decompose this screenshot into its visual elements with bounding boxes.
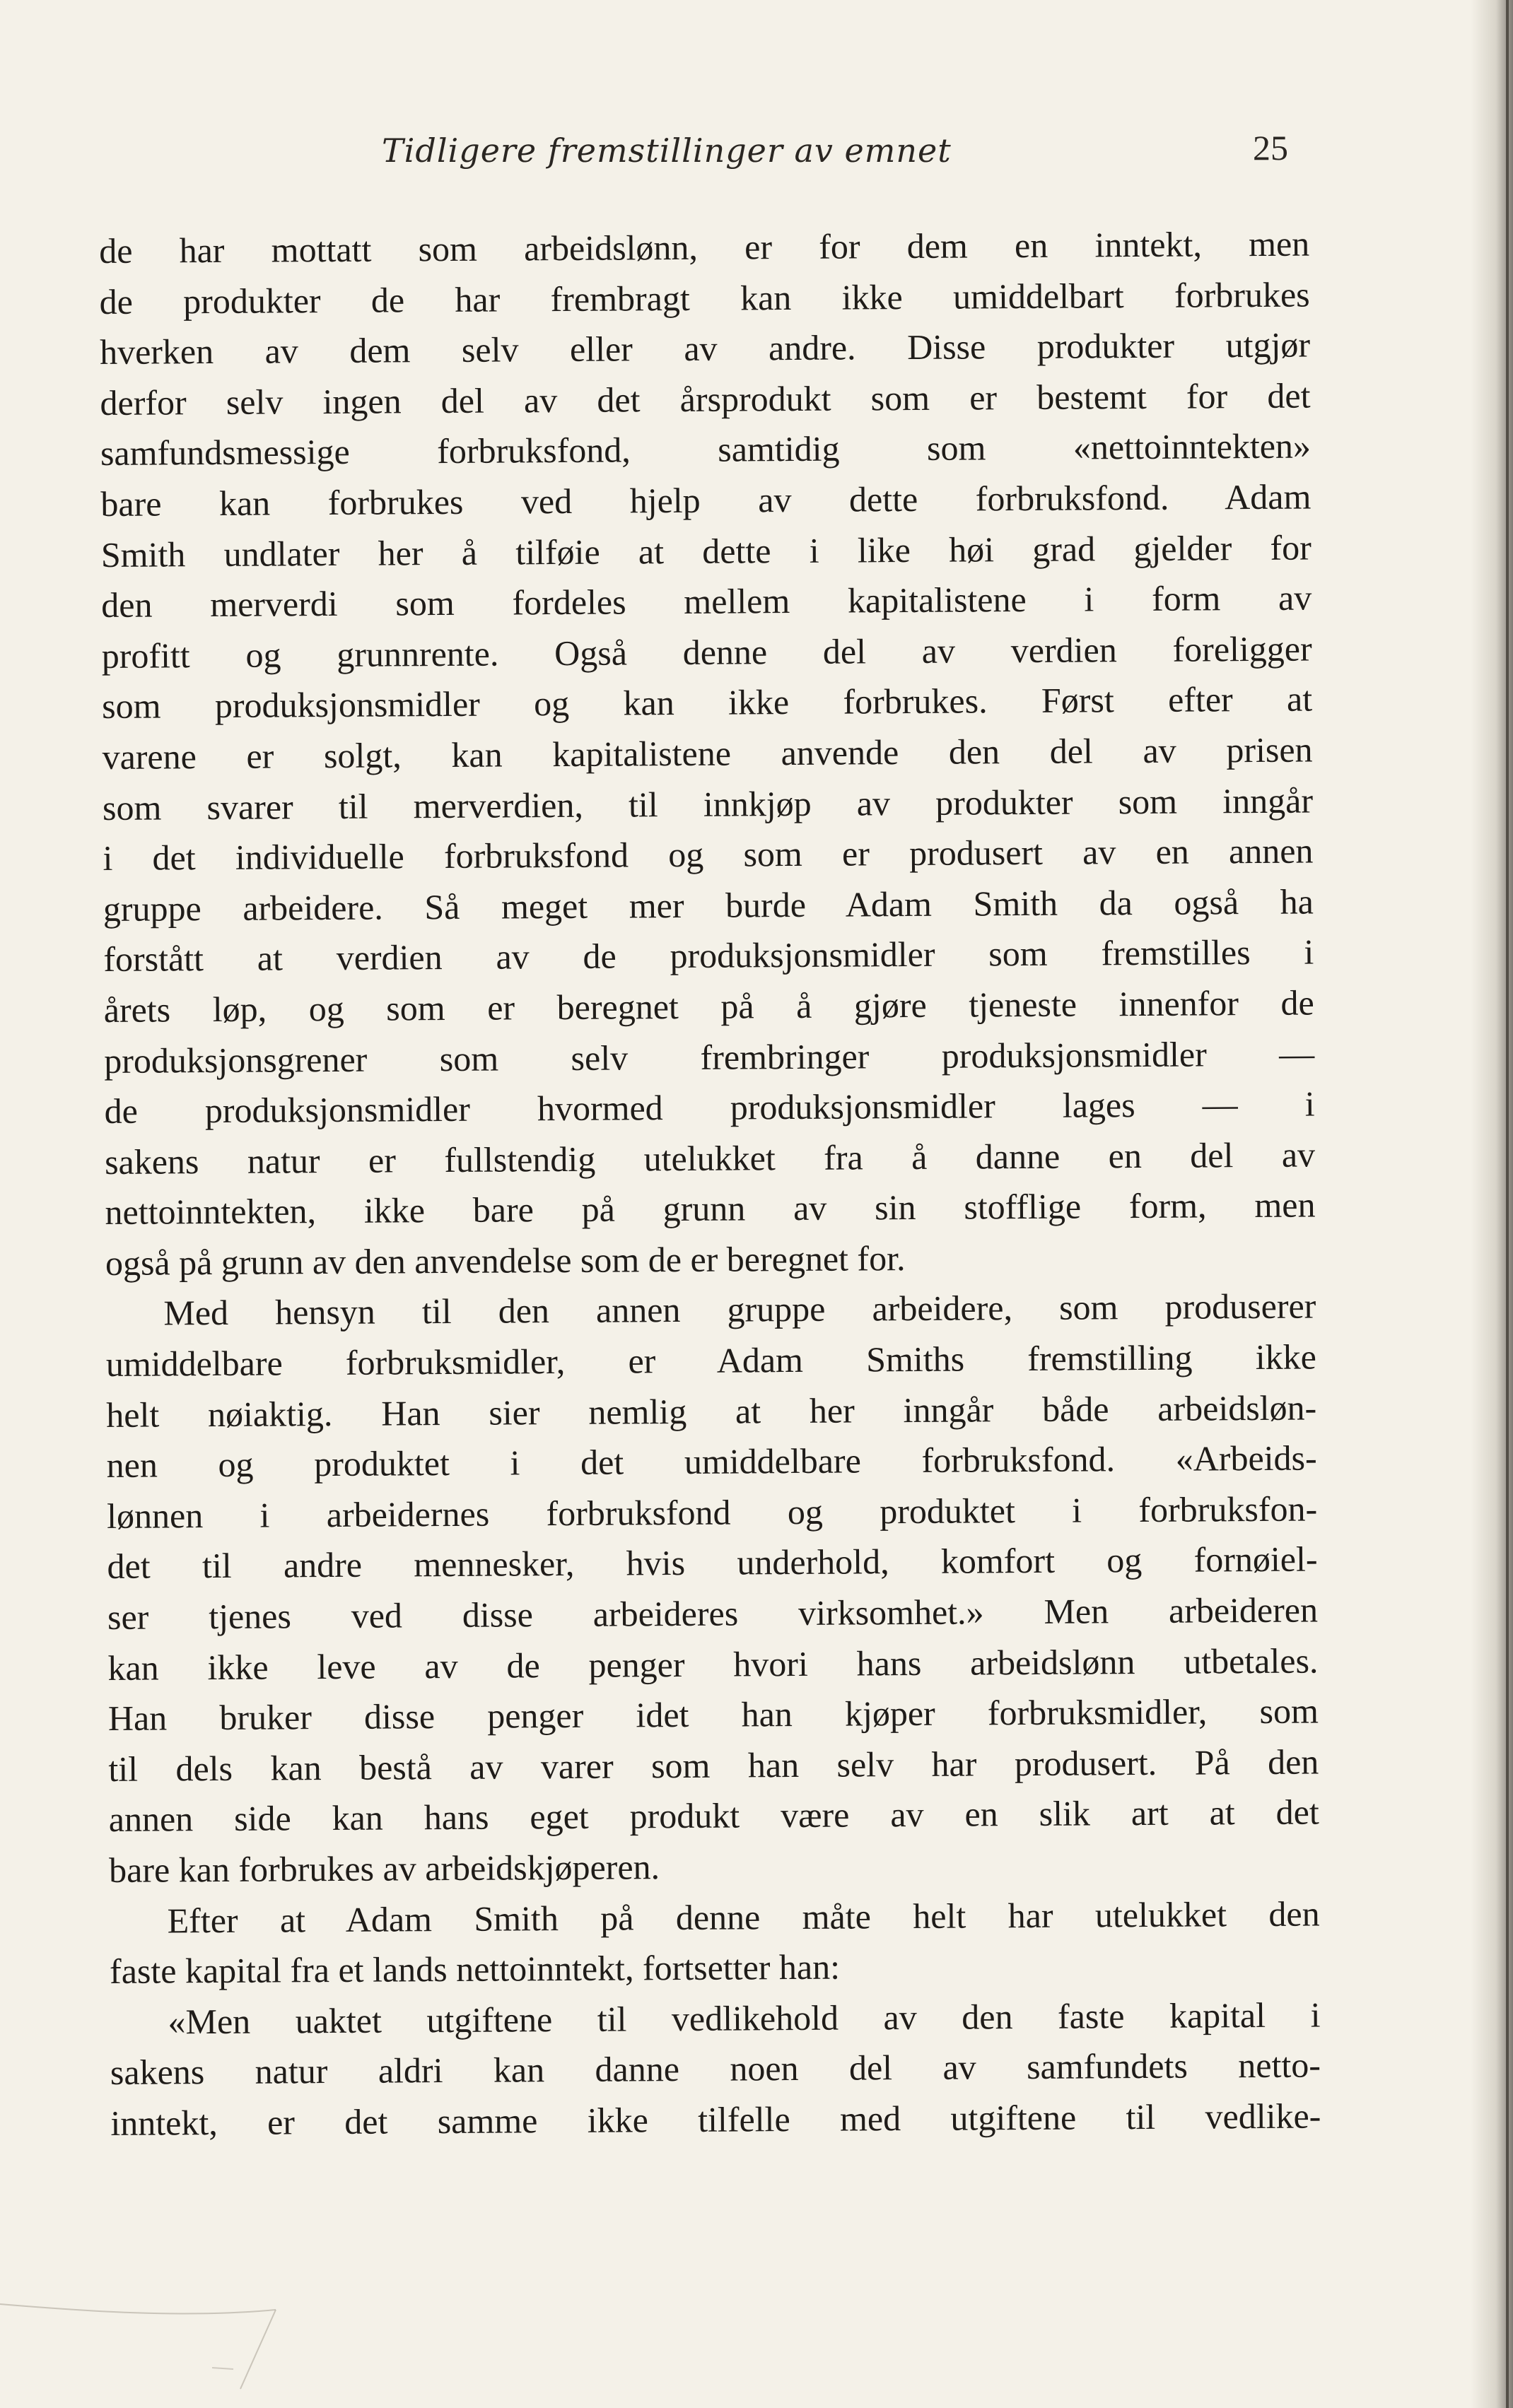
text-line: annen side kan hans eget produkt være av en slik art at det xyxy=(108,1792,1319,1840)
text-line: bare kan forbrukes ved hjelp av dette forbruksfond. Adam xyxy=(100,476,1312,524)
text-line: som produksjonsmidler og kan ikke forbrukes. Først efter at xyxy=(101,679,1313,727)
text-line: profitt og grunnrente. Også denne del av verdien foreligger xyxy=(101,628,1312,676)
text-line: forstått at verdien av de produksjonsmidler som fremstilles i xyxy=(103,932,1314,980)
text-line: inntekt, er det samme ikke tilfelle med utgiftene til vedlike- xyxy=(110,2096,1321,2143)
text-line: årets løp, og som er beregnet på å gjøre tjeneste innenfor de xyxy=(103,982,1314,1030)
text-line: gruppe arbeidere. Så meget mer burde Adam Smith da også ha xyxy=(103,881,1314,929)
text-line: den merverdi som fordeles mellem kapitalistene i form av xyxy=(101,577,1312,626)
body-text xyxy=(99,219,1321,2149)
text-line: helt nøiaktig. Han sier nemlig at her inngår både arbeidsløn- xyxy=(106,1387,1317,1435)
text-line: hverken av dem selv eller av andre. Disse produkter utgjør xyxy=(99,324,1311,372)
page-number: 25 xyxy=(1253,128,1288,168)
text-line: bare kan forbrukes av arbeidskjøperen. xyxy=(109,1847,660,1890)
text-line: umiddelbare forbruksmidler, er Adam Smiths fremstilling ikke xyxy=(105,1337,1316,1385)
text-line: Efter at Adam Smith på denne måte helt har utelukket den xyxy=(167,1893,1320,1941)
text-line: varene er solgt, kan kapitalistene anvende den del av prisen xyxy=(102,729,1313,777)
text-line: Han bruker disse penger idet han kjøper forbruksmidler, som xyxy=(107,1691,1319,1739)
text-line: derfor selv ingen del av det årsprodukt som er bestemt for det xyxy=(100,375,1311,423)
text-line: i det individuelle forbruksfond og som er produsert av en annen xyxy=(103,830,1314,879)
text-line: sakens natur aldri kan danne noen del av samfundets netto- xyxy=(110,2045,1321,2093)
text-line: samfundsmessige forbruksfond, samtidig som «nettoinntekten» xyxy=(100,425,1312,474)
running-head: Tidligere fremstillinger av emnet xyxy=(382,131,952,170)
text-line: de produksjonsmidler hvormed produksjonsmidler lages — i xyxy=(104,1083,1315,1132)
text-line: lønnen i arbeidernes forbruksfond og produktet i forbruksfon- xyxy=(106,1488,1318,1536)
text-line: de har mottatt som arbeidslønn, er for dem en inntekt, men xyxy=(99,223,1310,271)
text-line: de produkter de har frembragt kan ikke umiddelbart forbrukes xyxy=(99,274,1310,322)
spine-edge xyxy=(1506,0,1509,2408)
text-line: til dels kan bestå av varer som han selv har produsert. På den xyxy=(108,1742,1319,1789)
text-line: faste kapital fra et lands nettoinntekt, fortsetter han: xyxy=(109,1946,841,1992)
text-line: produksjonsgrener som selv frembringer produksjonsmidler — xyxy=(104,1033,1315,1081)
text-line: også på grunn av den anvendelse som de er beregnet for. xyxy=(105,1238,906,1283)
text-line: sakens natur er fullstendig utelukket fra å danne en del av xyxy=(104,1134,1316,1182)
pencil-mark xyxy=(0,2248,297,2408)
text-line: nen og produktet i det umiddelbare forbruksfond. «Arbeids- xyxy=(106,1438,1317,1486)
text-line: Smith undlater her å tilføie at dette i like høi grad gjelder for xyxy=(100,527,1312,575)
text-line: kan ikke leve av de penger hvori hans arbeidslønn utbetales. xyxy=(107,1640,1319,1688)
text-line: «Men uaktet utgiftene til vedlikehold av den faste kapital i xyxy=(168,1995,1321,2042)
text-line: Med hensyn til den annen gruppe arbeidere, som produserer xyxy=(163,1286,1316,1333)
text-line: ser tjenes ved disse arbeideres virksomhet.» Men arbeideren xyxy=(107,1590,1319,1637)
text-line: som svarer til merverdien, til innkjøp av produkter som inngår xyxy=(102,780,1314,828)
text-line: det til andre mennesker, hvis underhold, komfort og fornøiel- xyxy=(107,1539,1318,1587)
text-line: nettoinntekten, ikke bare på grunn av sin stofflige form, men xyxy=(105,1185,1316,1233)
